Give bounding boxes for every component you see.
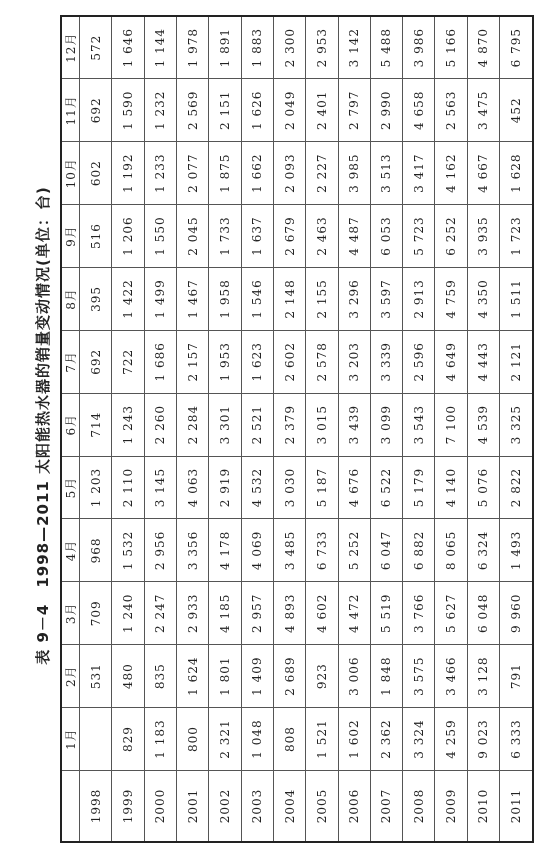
table-row [112, 16, 144, 842]
value-cell: 2 155 [306, 268, 338, 331]
table-row [338, 16, 370, 842]
value-cell: 1 624 [176, 645, 208, 708]
value-cell: 4 069 [241, 519, 273, 582]
value-cell: 1 183 [144, 708, 176, 771]
value-cell: 6 733 [306, 519, 338, 582]
value-cell: 4 602 [306, 582, 338, 645]
value-cell: 3 466 [435, 645, 467, 708]
value-cell: 7 100 [435, 393, 467, 456]
value-cell: 1 467 [176, 268, 208, 331]
value-cell: 3 543 [403, 393, 435, 456]
value-cell: 829 [112, 708, 144, 771]
value-cell: 2 913 [403, 268, 435, 331]
value-cell: 4 658 [403, 79, 435, 142]
value-cell: 4 676 [338, 456, 370, 519]
value-cell: 1 232 [144, 79, 176, 142]
table-row [144, 16, 176, 842]
value-cell: 4 667 [467, 142, 499, 205]
value-cell: 1 628 [500, 142, 533, 205]
value-cell: 2 463 [306, 205, 338, 268]
value-cell: 3 099 [370, 393, 402, 456]
value-cell: 1 883 [241, 16, 273, 79]
table-row [306, 16, 338, 842]
value-cell: 6 333 [500, 708, 533, 771]
table-body [80, 16, 534, 842]
value-cell: 2 151 [209, 79, 241, 142]
table-row [241, 16, 273, 842]
value-cell: 2 957 [241, 582, 273, 645]
value-cell: 6 047 [370, 519, 402, 582]
value-cell: 1 733 [209, 205, 241, 268]
value-cell: 2 049 [273, 79, 305, 142]
value-cell: 3 128 [467, 645, 499, 708]
value-cell: 3 030 [273, 456, 305, 519]
value-cell: 1 662 [241, 142, 273, 205]
value-cell: 2 953 [306, 16, 338, 79]
value-cell: 452 [500, 79, 533, 142]
value-cell: 1 206 [112, 205, 144, 268]
value-cell: 2 933 [176, 582, 208, 645]
value-cell: 722 [112, 330, 144, 393]
value-cell: 968 [80, 519, 112, 582]
value-cell: 1 521 [306, 708, 338, 771]
value-cell: 923 [306, 645, 338, 708]
month-header: 10月 [61, 142, 80, 205]
value-cell: 2 521 [241, 393, 273, 456]
value-cell: 395 [80, 268, 112, 331]
value-cell: 2 596 [403, 330, 435, 393]
year-cell: 2000 [144, 771, 176, 843]
month-header: 4月 [61, 519, 80, 582]
value-cell: 2 679 [273, 205, 305, 268]
month-header: 3月 [61, 582, 80, 645]
year-cell: 2009 [435, 771, 467, 843]
value-cell: 5 252 [338, 519, 370, 582]
value-cell: 516 [80, 205, 112, 268]
value-cell: 2 247 [144, 582, 176, 645]
value-cell: 5 723 [403, 205, 435, 268]
value-cell: 3 485 [273, 519, 305, 582]
value-cell: 6 522 [370, 456, 402, 519]
value-cell: 572 [80, 16, 112, 79]
table-row [209, 16, 241, 842]
value-cell: 2 578 [306, 330, 338, 393]
value-cell: 4 162 [435, 142, 467, 205]
table-row [370, 16, 402, 842]
value-cell: 791 [500, 645, 533, 708]
value-cell: 4 532 [241, 456, 273, 519]
value-cell: 2 077 [176, 142, 208, 205]
value-cell: 1 233 [144, 142, 176, 205]
value-cell: 1 240 [112, 582, 144, 645]
value-cell: 2 093 [273, 142, 305, 205]
value-cell: 3 301 [209, 393, 241, 456]
year-cell: 2007 [370, 771, 402, 843]
table-row [467, 16, 499, 842]
year-cell: 2001 [176, 771, 208, 843]
value-cell: 1 493 [500, 519, 533, 582]
value-cell: 3 575 [403, 645, 435, 708]
value-cell: 808 [273, 708, 305, 771]
month-header: 6月 [61, 393, 80, 456]
value-cell: 2 956 [144, 519, 176, 582]
value-cell: 1 192 [112, 142, 144, 205]
value-cell: 480 [112, 645, 144, 708]
value-cell: 835 [144, 645, 176, 708]
value-cell: 1 409 [241, 645, 273, 708]
table-header-row [61, 16, 80, 842]
value-cell: 800 [176, 708, 208, 771]
year-cell: 1999 [112, 771, 144, 843]
table-row [80, 16, 112, 842]
value-cell: 1 048 [241, 708, 273, 771]
value-cell: 3 985 [338, 142, 370, 205]
value-cell: 3 142 [338, 16, 370, 79]
table-row [176, 16, 208, 842]
value-cell: 2 990 [370, 79, 402, 142]
value-cell: 5 179 [403, 456, 435, 519]
value-cell [80, 708, 112, 771]
value-cell: 4 178 [209, 519, 241, 582]
value-cell: 4 185 [209, 582, 241, 645]
value-cell: 2 148 [273, 268, 305, 331]
value-cell: 4 063 [176, 456, 208, 519]
value-cell: 1 723 [500, 205, 533, 268]
month-header: 1月 [61, 708, 80, 771]
value-cell: 4 140 [435, 456, 467, 519]
value-cell: 1 602 [338, 708, 370, 771]
year-cell: 2003 [241, 771, 273, 843]
month-header: 8月 [61, 268, 80, 331]
value-cell: 2 300 [273, 16, 305, 79]
value-cell: 4 893 [273, 582, 305, 645]
corner-cell [61, 771, 80, 843]
value-cell: 3 513 [370, 142, 402, 205]
value-cell: 6 882 [403, 519, 435, 582]
value-cell: 4 472 [338, 582, 370, 645]
value-cell: 5 166 [435, 16, 467, 79]
value-cell: 1 626 [241, 79, 273, 142]
value-cell: 9 960 [500, 582, 533, 645]
value-cell: 2 157 [176, 330, 208, 393]
value-cell: 3 296 [338, 268, 370, 331]
value-cell: 2 822 [500, 456, 533, 519]
year-cell: 2011 [500, 771, 533, 843]
value-cell: 9 023 [467, 708, 499, 771]
value-cell: 3 935 [467, 205, 499, 268]
value-cell: 8 065 [435, 519, 467, 582]
value-cell: 1 590 [112, 79, 144, 142]
value-cell: 3 145 [144, 456, 176, 519]
value-cell: 3 015 [306, 393, 338, 456]
value-cell: 1 550 [144, 205, 176, 268]
value-cell: 531 [80, 645, 112, 708]
year-cell: 2010 [467, 771, 499, 843]
table-row [273, 16, 305, 842]
value-cell: 1 546 [241, 268, 273, 331]
value-cell: 6 252 [435, 205, 467, 268]
value-cell: 2 362 [370, 708, 402, 771]
value-cell: 1 144 [144, 16, 176, 79]
value-cell: 6 053 [370, 205, 402, 268]
table-row [500, 16, 533, 842]
value-cell: 5 488 [370, 16, 402, 79]
value-cell: 2 321 [209, 708, 241, 771]
value-cell: 2 563 [435, 79, 467, 142]
value-cell: 2 797 [338, 79, 370, 142]
value-cell: 4 487 [338, 205, 370, 268]
year-cell: 2004 [273, 771, 305, 843]
value-cell: 714 [80, 393, 112, 456]
year-cell: 2006 [338, 771, 370, 843]
value-cell: 3 203 [338, 330, 370, 393]
value-cell: 2 919 [209, 456, 241, 519]
value-cell: 5 627 [435, 582, 467, 645]
value-cell: 2 284 [176, 393, 208, 456]
value-cell: 2 121 [500, 330, 533, 393]
value-cell: 2 045 [176, 205, 208, 268]
value-cell: 1 686 [144, 330, 176, 393]
value-cell: 2 401 [306, 79, 338, 142]
value-cell: 4 759 [435, 268, 467, 331]
value-cell: 3 766 [403, 582, 435, 645]
value-cell: 3 439 [338, 393, 370, 456]
month-header: 9月 [61, 205, 80, 268]
value-cell: 1 891 [209, 16, 241, 79]
value-cell: 4 649 [435, 330, 467, 393]
month-header: 11月 [61, 79, 80, 142]
value-cell: 6 795 [500, 16, 533, 79]
value-cell: 3 356 [176, 519, 208, 582]
value-cell: 1 646 [112, 16, 144, 79]
value-cell: 3 597 [370, 268, 402, 331]
value-cell: 602 [80, 142, 112, 205]
value-cell: 3 324 [403, 708, 435, 771]
value-cell: 2 602 [273, 330, 305, 393]
month-header: 5月 [61, 456, 80, 519]
table-row [435, 16, 467, 842]
value-cell: 1 978 [176, 16, 208, 79]
value-cell: 3 986 [403, 16, 435, 79]
value-cell: 1 953 [209, 330, 241, 393]
month-header: 2月 [61, 645, 80, 708]
value-cell: 1 637 [241, 205, 273, 268]
value-cell: 3 339 [370, 330, 402, 393]
value-cell: 1 243 [112, 393, 144, 456]
year-cell: 2008 [403, 771, 435, 843]
value-cell: 1 203 [80, 456, 112, 519]
value-cell: 2 569 [176, 79, 208, 142]
value-cell: 5 076 [467, 456, 499, 519]
month-header: 7月 [61, 330, 80, 393]
value-cell: 4 443 [467, 330, 499, 393]
value-cell: 6 048 [467, 582, 499, 645]
value-cell: 1 801 [209, 645, 241, 708]
value-cell: 1 532 [112, 519, 144, 582]
table-row [403, 16, 435, 842]
value-cell: 3 475 [467, 79, 499, 142]
value-cell: 2 110 [112, 456, 144, 519]
value-cell: 1 958 [209, 268, 241, 331]
value-cell: 1 511 [500, 268, 533, 331]
value-cell: 3 325 [500, 393, 533, 456]
value-cell: 2 227 [306, 142, 338, 205]
value-cell: 2 260 [144, 393, 176, 456]
month-header: 12月 [61, 16, 80, 79]
year-cell: 2002 [209, 771, 241, 843]
value-cell: 4 259 [435, 708, 467, 771]
year-cell: 2005 [306, 771, 338, 843]
table-title: 表 9－4 1998—2011 太阳能热水器的销量变动情况(单位：台) [34, 186, 52, 665]
value-cell: 3 417 [403, 142, 435, 205]
value-cell: 1 499 [144, 268, 176, 331]
value-cell: 2 689 [273, 645, 305, 708]
value-cell: 692 [80, 330, 112, 393]
value-cell: 709 [80, 582, 112, 645]
value-cell: 1 623 [241, 330, 273, 393]
value-cell: 692 [80, 79, 112, 142]
value-cell: 1 875 [209, 142, 241, 205]
sales-table [60, 15, 534, 843]
value-cell: 4 870 [467, 16, 499, 79]
value-cell: 3 006 [338, 645, 370, 708]
value-cell: 5 187 [306, 456, 338, 519]
value-cell: 2 379 [273, 393, 305, 456]
value-cell: 6 324 [467, 519, 499, 582]
value-cell: 4 539 [467, 393, 499, 456]
value-cell: 1 848 [370, 645, 402, 708]
value-cell: 1 422 [112, 268, 144, 331]
value-cell: 4 350 [467, 268, 499, 331]
year-cell: 1998 [80, 771, 112, 843]
value-cell: 5 519 [370, 582, 402, 645]
